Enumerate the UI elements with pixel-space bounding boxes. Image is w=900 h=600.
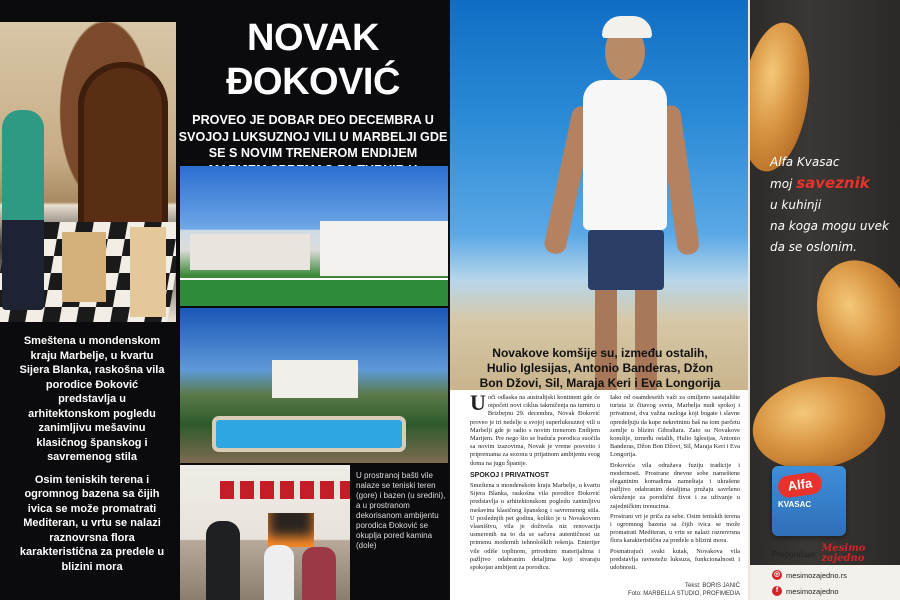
ad-line: Alfa Kvasac (770, 155, 840, 169)
social-facebook[interactable] (772, 584, 900, 598)
ad-highlight: saveznik (796, 174, 870, 192)
cardboard-box (130, 227, 166, 317)
instagram-icon: ◎ (773, 571, 781, 578)
caption-paragraph: Osim teniskih terena i ogromnog bazena sa čijih ivica se može promatrati Mediteran, u vrtu se nalazi raznovrsna flora karakteristična za predele u blizini mora (19, 473, 165, 573)
ad-line (770, 173, 900, 195)
article-paragraph: Prostrani vrt je priča za sebe. Osim teniskih terena i ogromnog bazena sa čijih ivica se može promatrati Mediteran, u vrtu se nalazi raznovrsna flora karakteristična za predele u blizini mora. (610, 512, 740, 545)
beach-caption: Novakove komšije su, između ostalih, Hulio Iglesijas, Antonio Banderas, Džon Bon Džovi, Sil, Maraja Keri i Eva Longorija (479, 346, 721, 390)
ad-line-text: moj (770, 177, 797, 191)
brand-logo: Alfa (777, 471, 824, 499)
caption-paragraph: Smeštena u mondenskom kraju Marbelje, u kvartu Sijera Blanka, raskošna vila porodice Đoković predstavlja u arhitektonskom pogledu zanimljivu mešavinu klasičnog španskog i savremenog stila (19, 335, 165, 463)
drop-cap: U (470, 394, 486, 415)
left-caption (18, 334, 166, 574)
tennis-court-photo (180, 166, 448, 306)
photo-credit: Foto: MARBELLA STUDIO, PROFIMEDIA (627, 591, 740, 597)
pool-photo (180, 308, 448, 463)
credits (628, 582, 740, 598)
tennis-court (180, 278, 448, 306)
villa-building (190, 234, 310, 270)
facebook-handle: mesimozajedno (786, 586, 839, 596)
subheadline: PROVEO JE DOBAR DEO DECEMBRA U SVOJOJ LUKSUZNOJ VILI U MARBELJI GDE SE S NOVIM TRENEROM ENDIJEM (178, 113, 448, 160)
recommend-label: Preporučuje: (772, 549, 818, 559)
person-green-hoodie (2, 110, 44, 310)
article-column-2 (610, 394, 740, 590)
text-credit: Tekst: BORIS JANIĆ (684, 583, 740, 589)
photo-caption: U prostranoj bašti vile nalaze se teniski teren (gore) i bazen (u sredini), a u prostranom dekorisanom ambijentu porodica Đoković se okuplja pored kamina (dole) (356, 471, 446, 550)
cardboard-box (62, 232, 106, 302)
person (302, 547, 336, 600)
ad-line: na koga mogu uvek (770, 219, 889, 233)
person (206, 521, 240, 600)
villa-building (320, 221, 448, 276)
christmas-garland (220, 481, 350, 499)
article-paragraph: Iako od osamdesetih važi za omiljeno sastajalište turista iz čitavog sveta, Marbelja nudi spokoj i privatnost, dva važna razloga koji bogate i slavne opredeljuju da kupe nekretninu baš na tom parčetu zemlje u blizini Gibraltara. Zato su Novakove komšije, između ostalih, Hulio Iglesijas, Antonio Banderas, Džon Bon Džovi, Sil, Maraja Keri i Eva Longorija. (610, 394, 740, 459)
article-paragraph: Đokovića vila odražava fuziju tradicije i modernosti. Prostrane dnevne sobe nameštene elegantnim komadima nameštaja i ukrašene pažljivo odabranim detaljima pružaju savršeno okruženje za porodični život i za uživanje u zajedničkim trenucima. (610, 461, 740, 510)
article-column-1 (470, 394, 600, 590)
fireplace (268, 513, 314, 547)
article-paragraph: Smeštena u mondenskom kraju Marbelje, u kvartu Sijera Blanka, raskošna vila porodice Đoković predstavlja u arhitektonskom pogledu zanimljivu mešavinu klasičnog španskog i savremenog stila. U poslednjih pet godina, koliko je u Novakovom vlasništvu, vila je doživela niz renovacija usmerenih na to da se sačuva autentičnost uz primenu modernih tehnoloških rešenja. Enterijer vile odiše toplinom, prirodnim materijalima i pažljivo odabranim detaljima koji stvaraju spokojan ambijent za porodicu. (470, 482, 600, 572)
product-name: KVASAC (778, 500, 812, 509)
beach-photo (450, 0, 750, 390)
article-paragraph (470, 394, 600, 468)
section-heading: SPOKOJ I PRIVATNOST (470, 471, 550, 479)
instagram-handle: mesimozajedno.rs (786, 570, 847, 580)
advertisement (750, 0, 900, 600)
ad-line: da se oslonim. (770, 240, 857, 254)
article-body (470, 394, 740, 590)
right-page (450, 0, 750, 600)
recommend-row (772, 544, 900, 564)
wooden-door (78, 62, 168, 232)
fireplace-photo (180, 465, 350, 600)
article-paragraph: Posmatrajući svaki kutak, Novakova vila predstavlja ravnotežu luksuza, funkcionalnosti i udobnosti. (610, 547, 740, 572)
paragraph-text: oči odlaska na australijski kontinent gde će otpočeti novi ciklus takmičenja na turniru u Brizbejnu 29. decembra, Novak Đoković proveo je tri nedelje u svojoj superluksuznoj vili u Marbelji gde je radio s novim trenerom Endijem Marijem. Pre nego što se buduća porodica suočila sa novim izazovima, Novak je vreme posvetio i pripremama za sezonu u prijatnom ambijentu svog doma na jugu Španije. (470, 394, 600, 467)
ad-slogan (770, 152, 900, 258)
person (264, 545, 294, 600)
ad-line: u kuhinji (770, 198, 822, 212)
swimming-pool (216, 420, 402, 448)
white-cap (602, 16, 652, 38)
page-title: NOVAK ĐOKOVIĆ (226, 17, 400, 103)
family-photo (0, 22, 176, 322)
social-instagram[interactable] (772, 568, 900, 582)
yeast-package (772, 466, 846, 536)
villa-building (272, 360, 358, 398)
facebook-icon: f (772, 586, 782, 596)
mesimo-zajedno-logo: Mesimo zajedno (821, 543, 866, 564)
white-tshirt (583, 80, 667, 230)
navy-shorts (588, 230, 664, 290)
